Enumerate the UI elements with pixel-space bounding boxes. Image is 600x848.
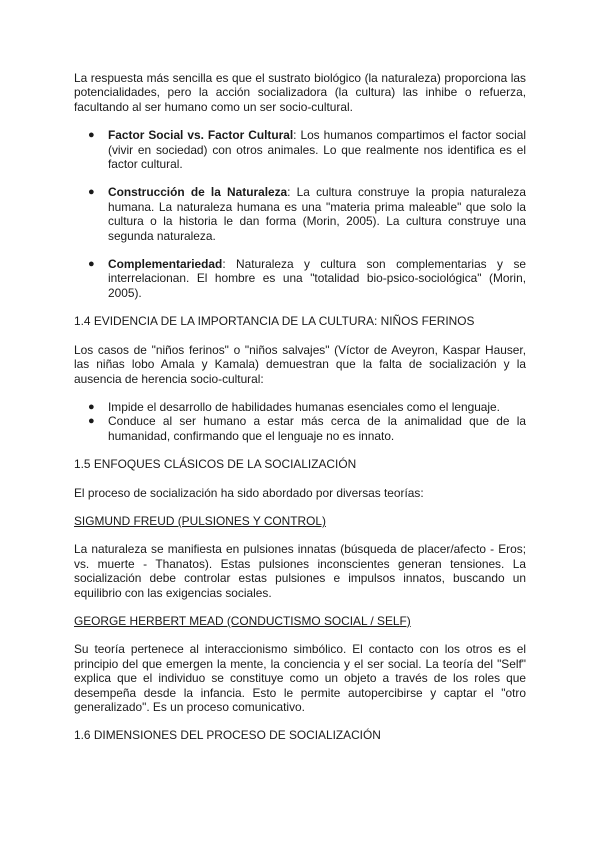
bullet-term: Complementariedad [108, 257, 223, 272]
bullet-term: Factor Social vs. Factor Cultural [108, 128, 294, 143]
list-item [74, 128, 526, 171]
mead-paragraph: Su teoría pertenece al interaccionismo simbólico. El contacto con los otros es el principio del que emergen la mente, la conciencia y el ser social. La teoría del "Self" explica que el individuo se constituye como un objeto a través de los roles que desempeña desde la infancia. Esto le permite autopercibirse y captar el "otro generalizado". Es un proceso comunicativo. [74, 642, 526, 714]
list-item [74, 185, 526, 243]
concept-list [74, 128, 526, 300]
freud-subheading: SIGMUND FREUD (PULSIONES Y CONTROL) [74, 513, 326, 528]
bullet-text: Impide el desarrollo de habilidades humanas esenciales como el lenguaje. [108, 399, 500, 414]
ferinos-list [74, 400, 526, 443]
section-heading-1-5: 1.5 ENFOQUES CLÁSICOS DE LA SOCIALIZACIÓN [74, 457, 357, 472]
freud-paragraph: La naturaleza se manifiesta en pulsiones innatas (búsqueda de placer/afecto - Eros; vs. muerte - Thanatos). Estas pulsiones inconscientes generan tensiones. La socialización debe controlar estas pulsiones e impulsos innatos, buscando un equilibrio con las exigencias sociales. [74, 542, 526, 600]
bullet-icon: ● [88, 415, 95, 428]
bullet-icon: ● [88, 186, 95, 199]
intro-paragraph: La respuesta más sencilla es que el sustrato biológico (la naturaleza) proporciona las potencialidades, pero la acción socializadora (la cultura) las inhibe o refuerza, facultando al ser humano como un ser socio-cultural. [74, 71, 526, 114]
bullet-text: Conduce al ser humano a estar más cerca de la animalidad que de la humanidad, confirmando que el lenguaje no es innato. [108, 414, 526, 443]
list-item [74, 414, 526, 443]
enfoques-paragraph: El proceso de socialización ha sido abordado por diversas teorías: [74, 485, 424, 500]
bullet-text: : Naturaleza y cultura son complementarias y se interrelacionan. El hombre es una "totalidad bio-psico-sociológica" (Morin, 2005). [108, 257, 526, 300]
bullet-text: : La cultura construye la propia naturaleza humana. La naturaleza humana es una "materia prima maleable" que solo la cultura o la historia le dan forma (Morin, 2005). La cultura construye una segunda naturaleza. [108, 185, 526, 243]
list-item [74, 257, 526, 300]
ferinos-paragraph: Los casos de "niños ferinos" o "niños salvajes" (Víctor de Aveyron, Kaspar Hauser, las niñas lobo Amala y Kamala) demuestran que la falta de socialización y la ausencia de herencia socio-cultural: [74, 342, 526, 386]
bullet-term: Construcción de la Naturaleza [108, 185, 288, 200]
bullet-icon: ● [88, 129, 95, 142]
bullet-icon: ● [88, 400, 95, 413]
section-heading-1-4: 1.4 EVIDENCIA DE LA IMPORTANCIA DE LA CULTURA: NIÑOS FERINOS [74, 314, 475, 329]
bullet-icon: ● [88, 258, 95, 271]
list-item [74, 400, 526, 414]
mead-subheading: GEORGE HERBERT MEAD (CONDUCTISMO SOCIAL / SELF) [74, 613, 411, 628]
bullet-text: : Los humanos compartimos el factor social (vivir en sociedad) con otros animales. Lo que realmente nos identifica es el factor cultural. [108, 128, 526, 172]
section-heading-1-6: 1.6 DIMENSIONES DEL PROCESO DE SOCIALIZACIÓN [74, 728, 381, 743]
